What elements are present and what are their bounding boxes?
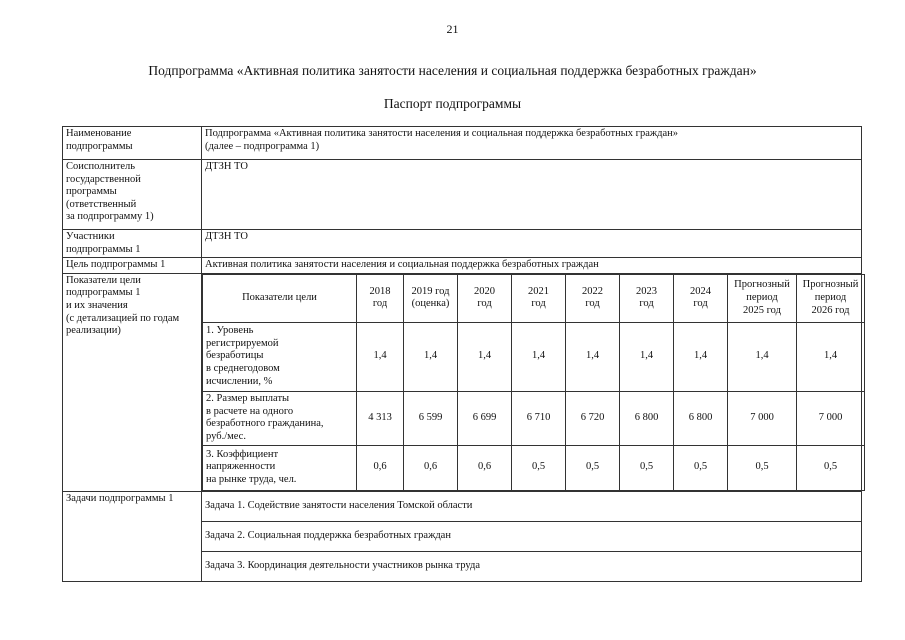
row-goal xyxy=(63,258,862,274)
indicator-name-line: на рынке труда, чел. xyxy=(206,474,297,486)
name-label-text: Наименование подпрограммы xyxy=(66,128,133,152)
tasks-list xyxy=(202,492,861,581)
indicator-value: 4 313 xyxy=(357,391,404,445)
year-header-line: 2023 xyxy=(636,285,657,297)
year-header-2019 xyxy=(404,274,458,322)
year-header-line: 2021 xyxy=(528,285,549,297)
indicator-value: 0,5 xyxy=(728,445,797,490)
name-value-line-2: (далее – подпрограмма 1) xyxy=(205,140,320,152)
name-value-line-1: Подпрограмма «Активная политика занятости населения и социальная поддержка безработных граждан» xyxy=(205,128,679,139)
year-header-line: год xyxy=(531,298,546,310)
indicators-label-line: подпрограммы 1 xyxy=(66,287,141,299)
year-header-2025 xyxy=(728,274,797,322)
coexecutor-label-line: (ответственный xyxy=(66,198,137,210)
year-header-line: Прогнозный xyxy=(734,279,790,291)
coexecutor-label-line: государственной xyxy=(66,173,141,185)
year-header-line: 2019 год xyxy=(411,285,450,297)
year-header-2018 xyxy=(357,274,404,322)
row-coexecutor xyxy=(63,160,862,230)
year-header-line: год xyxy=(372,298,388,310)
indicator-value: 6 800 xyxy=(620,391,674,445)
year-header-line: 2020 xyxy=(474,285,495,297)
indicator-value: 1,4 xyxy=(404,322,458,391)
row-tasks xyxy=(63,491,862,581)
coexecutor-label xyxy=(63,160,202,230)
indicator-value: 0,5 xyxy=(620,445,674,490)
indicator-name-line: напряженности xyxy=(206,461,276,473)
goal-label: Цель подпрограммы 1 xyxy=(63,258,202,274)
participants-label-line: подпрограммы 1 xyxy=(66,243,141,255)
indicator-name-line: безработного гражданина, xyxy=(206,418,324,430)
participants-label xyxy=(63,230,202,258)
indicator-name xyxy=(203,322,357,391)
year-header-line: год xyxy=(693,298,708,310)
task-item: Задача 2. Социальная поддержка безработных граждан xyxy=(202,522,861,552)
coexecutor-label-line: за подпрограмму 1) xyxy=(66,211,154,223)
indicator-name-line: 3. Коэффициент xyxy=(206,448,279,460)
task-item: Задача 1. Содействие занятости населения Томской области xyxy=(202,492,861,522)
indicator-value: 0,5 xyxy=(797,445,865,490)
year-header-2023 xyxy=(620,274,674,322)
indicator-value: 1,4 xyxy=(566,322,620,391)
name-value xyxy=(202,127,862,160)
indicator-name xyxy=(203,445,357,490)
indicators-header-name: Показатели цели xyxy=(203,274,357,322)
indicator-value: 0,5 xyxy=(674,445,728,490)
passport-table xyxy=(62,126,862,582)
goal-value: Активная политика занятости населения и социальная поддержка безработных граждан xyxy=(202,258,862,274)
indicators-cell xyxy=(202,273,862,491)
indicator-value: 0,6 xyxy=(404,445,458,490)
indicator-row-unemployment xyxy=(203,322,865,391)
indicator-value: 6 599 xyxy=(404,391,458,445)
row-indicators xyxy=(63,273,862,491)
coexecutor-label-line: программы xyxy=(66,186,117,198)
indicator-value: 0,6 xyxy=(458,445,512,490)
year-header-line: 2024 xyxy=(690,285,711,297)
row-name xyxy=(63,127,862,160)
indicator-name-line: руб./мес. xyxy=(206,430,246,442)
year-header-2020 xyxy=(458,274,512,322)
indicator-value: 0,5 xyxy=(566,445,620,490)
indicator-name-line: 2. Размер выплаты xyxy=(206,393,290,405)
indicator-row-tension xyxy=(203,445,865,490)
year-header-line: 2026 год xyxy=(811,304,850,316)
participants-label-line: Участники xyxy=(66,231,115,242)
indicator-value: 0,6 xyxy=(357,445,404,490)
indicator-value: 1,4 xyxy=(674,322,728,391)
indicator-value: 1,4 xyxy=(458,322,512,391)
indicator-name-line: регистрируемой xyxy=(206,337,279,349)
indicator-name xyxy=(203,391,357,445)
indicator-value: 1,4 xyxy=(512,322,566,391)
indicators-label xyxy=(63,273,202,491)
tasks-cell xyxy=(202,491,862,581)
participants-value: ДТЗН ТО xyxy=(202,230,862,258)
indicator-name-line: в расчете на одного xyxy=(206,405,294,417)
indicator-value: 1,4 xyxy=(797,322,865,391)
indicator-name-line: безработицы xyxy=(206,350,264,362)
tasks-label: Задачи подпрограммы 1 xyxy=(63,491,202,581)
year-header-line: Прогнозный xyxy=(802,279,859,291)
indicator-name-line: 1. Уровень xyxy=(206,325,254,337)
coexecutor-value: ДТЗН ТО xyxy=(202,160,862,230)
year-header-line: 2025 год xyxy=(743,304,781,316)
indicator-name-line: в среднегодовом xyxy=(206,363,280,375)
indicator-row-payment xyxy=(203,391,865,445)
indicators-label-line: Показатели цели xyxy=(66,274,141,286)
indicator-value: 7 000 xyxy=(797,391,865,445)
row-participants xyxy=(63,230,862,258)
year-header-line: (оценка) xyxy=(411,298,450,310)
year-header-line: год xyxy=(477,298,492,310)
page-number: 21 xyxy=(446,22,459,36)
indicator-value: 1,4 xyxy=(620,322,674,391)
indicator-value: 0,5 xyxy=(512,445,566,490)
indicator-value: 6 699 xyxy=(458,391,512,445)
year-header-2021 xyxy=(512,274,566,322)
year-header-line: период xyxy=(814,291,847,303)
indicator-value: 1,4 xyxy=(357,322,404,391)
indicator-value: 6 720 xyxy=(566,391,620,445)
indicator-value: 7 000 xyxy=(728,391,797,445)
year-header-2022 xyxy=(566,274,620,322)
indicators-label-line: (с детализацией по годам xyxy=(66,312,180,324)
year-header-line: год xyxy=(585,298,600,310)
indicators-header-row xyxy=(203,274,865,322)
task-item: Задача 3. Координация деятельности участников рынка труда xyxy=(205,559,480,571)
year-header-line: 2018 xyxy=(369,285,391,297)
indicator-name-line: исчислении, % xyxy=(206,375,273,387)
year-header-2026 xyxy=(797,274,865,322)
document-title: Подпрограмма «Активная политика занятости населения и социальная поддержка безработных граждан» xyxy=(148,63,757,78)
year-header-2024 xyxy=(674,274,728,322)
year-header-line: 2022 xyxy=(582,285,603,297)
indicators-label-line: и их значения xyxy=(66,299,128,311)
indicator-value: 6 710 xyxy=(512,391,566,445)
name-label xyxy=(63,127,202,160)
coexecutor-label-line: Соисполнитель xyxy=(66,161,136,172)
indicators-label-line: реализации) xyxy=(66,325,121,337)
year-header-line: год xyxy=(639,298,654,310)
document-subtitle: Паспорт подпрограммы xyxy=(383,96,522,111)
year-header-line: период xyxy=(746,291,778,303)
indicators-table xyxy=(202,274,865,491)
indicator-value: 1,4 xyxy=(728,322,797,391)
indicator-value: 6 800 xyxy=(674,391,728,445)
